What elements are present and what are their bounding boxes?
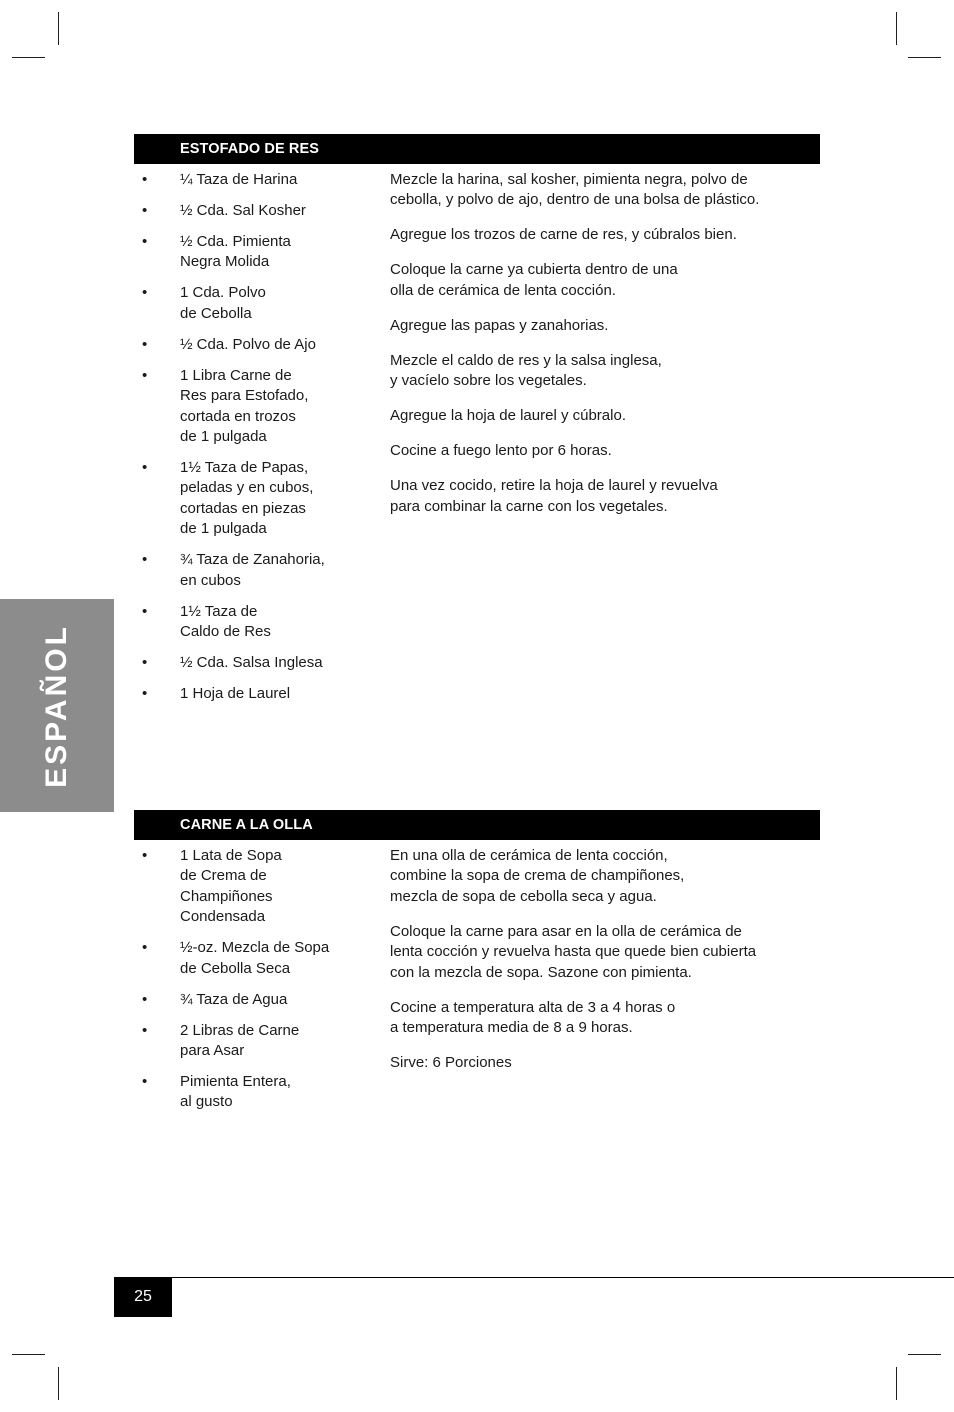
- instruction-step: Agregue la hoja de laurel y cúbralo.: [390, 407, 626, 425]
- ingredient-list: [134, 170, 364, 715]
- crop-mark: [12, 1354, 45, 1355]
- instruction-step: Agregue los trozos de carne de res, y cúbralos bien.: [390, 226, 737, 244]
- list-item: • ½ Cda. Salsa Inglesa: [134, 653, 364, 673]
- instruction-step: Cocine a fuego lento por 6 horas.: [390, 442, 612, 460]
- instruction-list: [390, 170, 810, 532]
- list-item: • 1 Lata de Sopa de Crema de Champiñones Condensada: [134, 846, 364, 928]
- list-item: • 1 Hoja de Laurel: [134, 684, 364, 704]
- crop-mark: [896, 12, 897, 45]
- list-item: • Pimienta Entera, al gusto: [134, 1072, 364, 1113]
- list-item: • 1 Libra Carne de Res para Estofado, cortada en trozos de 1 pulgada: [134, 366, 364, 448]
- list-item: • 1½ Taza de Caldo de Res: [134, 602, 364, 643]
- list-item: • 1½ Taza de Papas, peladas y en cubos, cortadas en piezas de 1 pulgada: [134, 458, 364, 540]
- list-item: • ½ Cda. Sal Kosher: [134, 201, 364, 221]
- crop-mark: [12, 57, 45, 58]
- instruction-step: Una vez cocido, retire la hoja de laurel y revuelva para combinar la carne con los vegetales.: [390, 477, 718, 515]
- instruction-step: Cocine a temperatura alta de 3 a 4 horas o a temperatura media de 8 a 9 horas.: [390, 998, 676, 1037]
- crop-mark: [58, 12, 59, 45]
- crop-mark: [908, 1354, 941, 1355]
- footer-rule: [114, 1277, 954, 1278]
- instruction-step: Agregue las papas y zanahorias.: [390, 316, 609, 334]
- instruction-step: Sirve: 6 Porciones: [390, 1054, 512, 1072]
- instruction-list: [390, 846, 810, 1088]
- list-item: • ½ Cda. Polvo de Ajo: [134, 335, 364, 355]
- ingredient-list: [134, 846, 364, 1123]
- instruction-step: Mezcle el caldo de res y la salsa inglesa, y vacíelo sobre los vegetales.: [390, 351, 662, 390]
- list-item: • 2 Libras de Carne para Asar: [134, 1021, 364, 1062]
- recipe-title-carne-a-la-olla: CARNE A LA OLLA: [134, 810, 820, 840]
- list-item: • ¼ Taza de Harina: [134, 170, 364, 190]
- page-number: 25: [114, 1277, 172, 1317]
- language-tab: [0, 599, 114, 812]
- instruction-step: Coloque la carne para asar en la olla de cerámica de lenta cocción y revuelva hasta que quede bien cubierta con la mezcla de sopa. Sazone con pimienta.: [390, 922, 757, 981]
- instruction-step: Coloque la carne ya cubierta dentro de una olla de cerámica de lenta cocción.: [390, 261, 678, 299]
- crop-mark: [58, 1367, 59, 1400]
- list-item: • ¾ Taza de Zanahoria, en cubos: [134, 550, 364, 591]
- crop-mark: [896, 1367, 897, 1400]
- list-item: • 1 Cda. Polvo de Cebolla: [134, 283, 364, 324]
- language-tab-label: ESPAÑOL: [40, 623, 73, 788]
- list-item: • ½-oz. Mezcla de Sopa de Cebolla Seca: [134, 938, 364, 979]
- list-item: • ¾ Taza de Agua: [134, 990, 364, 1010]
- recipe-title-estofado: ESTOFADO DE RES: [134, 134, 820, 164]
- instruction-step: En una olla de cerámica de lenta cocción, combine la sopa de crema de champiñones, mezcla de sopa de cebolla seca y agua.: [390, 847, 685, 905]
- crop-mark: [908, 57, 941, 58]
- instruction-step: Mezcle la harina, sal kosher, pimienta negra, polvo de cebolla, y polvo de ajo, dentro de una bolsa de plástico.: [390, 171, 760, 209]
- list-item: • ½ Cda. Pimienta Negra Molida: [134, 232, 364, 273]
